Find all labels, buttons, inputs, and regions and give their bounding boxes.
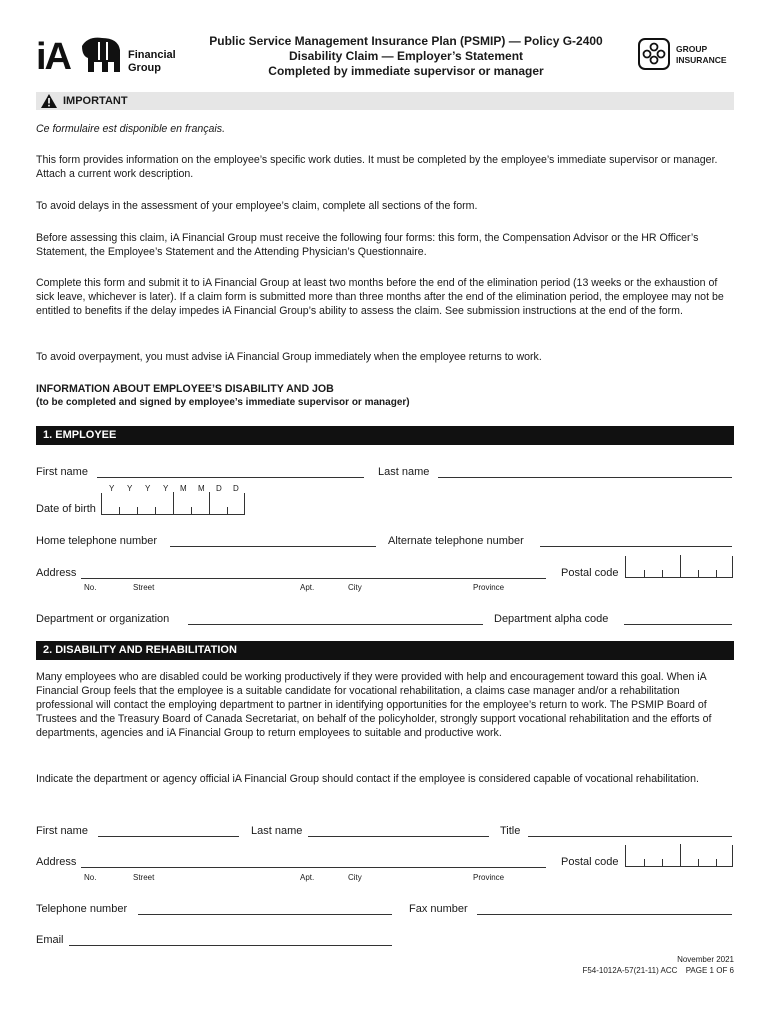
dept-alpha-field[interactable] [624, 624, 732, 625]
info-heading-line2: (to be completed and signed by employee’s immediate supervisor or manager) [36, 397, 410, 408]
employee-address-label: Address [36, 567, 77, 579]
intro-para-5: To avoid overpayment, you must advise iA Financial Group immediately when the employee returns to work. [36, 351, 542, 363]
addr-city-caption: City [348, 583, 362, 592]
addr-street-caption: Street [133, 583, 155, 592]
important-bar [36, 92, 734, 110]
footer-date: November 2021 [677, 955, 734, 964]
important-label: IMPORTANT [63, 95, 128, 107]
intro-para-1: This form provides information on the employee’s specific work duties. It must be completed by the employee’s immediate supervisor or manager. Attach a current work description. [36, 154, 718, 180]
dob-field[interactable] [101, 493, 245, 515]
alt-phone-field[interactable] [540, 546, 732, 547]
footer-code-page [582, 965, 734, 976]
dept-alpha-label: Department alpha code [494, 613, 609, 625]
dob-letter: Y [109, 484, 115, 493]
group-label: GROUP [676, 44, 708, 54]
footer-page-number: PAGE 1 OF 6 [685, 966, 734, 975]
contact-last-name-field[interactable] [308, 836, 489, 837]
contact-email-field[interactable] [69, 945, 392, 946]
contact-first-name-field[interactable] [98, 836, 239, 837]
section-disability-header: 2. DISABILITY AND REHABILITATION [36, 641, 734, 660]
contact-addr-no-caption: No. [84, 873, 97, 882]
form-title [196, 34, 616, 79]
form-title-line1: Public Service Management Insurance Plan (PSMIP) — Policy G-2400 [209, 34, 603, 48]
dob-letter: D [216, 484, 222, 493]
logo-group-text: Group [128, 62, 161, 74]
employee-first-name-label: First name [36, 466, 88, 478]
dob-letter: D [233, 484, 239, 493]
contact-first-name-label: First name [36, 825, 88, 837]
contact-addr-city-caption: City [348, 873, 362, 882]
info-heading-line1: INFORMATION ABOUT EMPLOYEE’S DISABILITY AND JOB [36, 383, 334, 395]
dob-letter: M [198, 484, 205, 493]
logo [36, 36, 186, 80]
dob-label: Date of birth [36, 503, 96, 515]
contact-postal-code-field[interactable] [625, 845, 733, 867]
contact-addr-apt-caption: Apt. [300, 873, 315, 882]
footer [582, 954, 734, 976]
french-note: Ce formulaire est disponible en français. [36, 123, 226, 135]
contact-address-field[interactable] [81, 867, 546, 868]
contact-addr-street-caption: Street [133, 873, 155, 882]
contact-title-field[interactable] [528, 836, 732, 837]
contact-telephone-field[interactable] [138, 914, 392, 915]
addr-apt-caption: Apt. [300, 583, 315, 592]
addr-no-caption: No. [84, 583, 97, 592]
employee-last-name-field[interactable] [438, 477, 732, 478]
department-label: Department or organization [36, 613, 170, 625]
contact-last-name-label: Last name [251, 825, 303, 837]
employee-address-field[interactable] [81, 578, 546, 579]
department-field[interactable] [188, 624, 483, 625]
intro-para-3: Before assessing this claim, iA Financial Group must receive the following four forms: this form, the Compensation Advisor or the HR Officer’s Statement, the Employee’s Statement and the Attending Physician’s Questionnaire. [36, 232, 699, 258]
addr-province-caption: Province [473, 583, 505, 592]
form-title-line3: Completed by immediate supervisor or manager [268, 64, 544, 78]
contact-email-label: Email [36, 934, 64, 946]
rehab-para-1: Many employees who are disabled could be working productively if they were provided with help and encouragement toward this goal. When iA Financial Group feels that the employee is a suitable candidate for vocational rehabilitation, a claims case manager and/or a rehabilitation professional will contact the employing department to partner in identifying opportunities for the employee’s return to work. The PSMIP Board of Trustees and the Treasury Board of Canada Secretariat, on behalf of the policyholder, strongly support vocational rehabilitation and the efforts of departments, agencies and iA Financial Group to return employees to suitable and productive work. [36, 671, 712, 739]
section-employee-header: 1. EMPLOYEE [36, 426, 734, 445]
employee-first-name-field[interactable] [97, 477, 364, 478]
dob-letter: Y [127, 484, 133, 493]
employee-postal-code-field[interactable] [625, 556, 733, 578]
info-heading [36, 382, 732, 410]
dob-letter: Y [163, 484, 169, 493]
contact-addr-province-caption: Province [473, 873, 505, 882]
group-insurance-icon [638, 38, 670, 70]
contact-title-label: Title [500, 825, 521, 837]
employee-last-name-label: Last name [378, 466, 430, 478]
home-phone-label: Home telephone number [36, 535, 158, 547]
contact-address-label: Address [36, 856, 77, 868]
intro-para-4: Complete this form and submit it to iA Financial Group at least two months before the end of the elimination period (13 weeks or the exhaustion of sick leave, whichever is later). If a claim form is submitted more than three months after the end of the elimination period, the employee may not be entitled to benefits if the delay impedes iA Financial Group’s ability to assess the claim. See submission instructions at the end of the form. [36, 277, 724, 317]
alt-phone-label: Alternate telephone number [388, 535, 524, 547]
dob-letter: Y [145, 484, 151, 493]
intro-para-2: To avoid delays in the assessment of your employee’s claim, complete all sections of the form. [36, 200, 478, 212]
group-insurance-label [676, 44, 727, 66]
footer-form-code: F54-1012A-57(21-11) ACC [582, 966, 678, 975]
elephant-logo-icon [78, 36, 124, 74]
warning-icon [41, 94, 57, 108]
rehab-para-2: Indicate the department or agency official iA Financial Group should contact if the employee is considered capable of vocational rehabilitation. [36, 773, 699, 785]
contact-telephone-label: Telephone number [36, 903, 128, 915]
contact-fax-label: Fax number [409, 903, 468, 915]
dob-letter: M [180, 484, 187, 493]
form-title-line2: Disability Claim — Employer’s Statement [288, 49, 524, 63]
contact-fax-field[interactable] [477, 914, 732, 915]
logo-financial-text: Financial [128, 49, 176, 61]
employee-postal-code-label: Postal code [561, 567, 619, 579]
home-phone-field[interactable] [170, 546, 376, 547]
logo-ia-text: iA [36, 36, 70, 78]
contact-postal-code-label: Postal code [561, 856, 619, 868]
insurance-label: INSURANCE [676, 55, 727, 65]
